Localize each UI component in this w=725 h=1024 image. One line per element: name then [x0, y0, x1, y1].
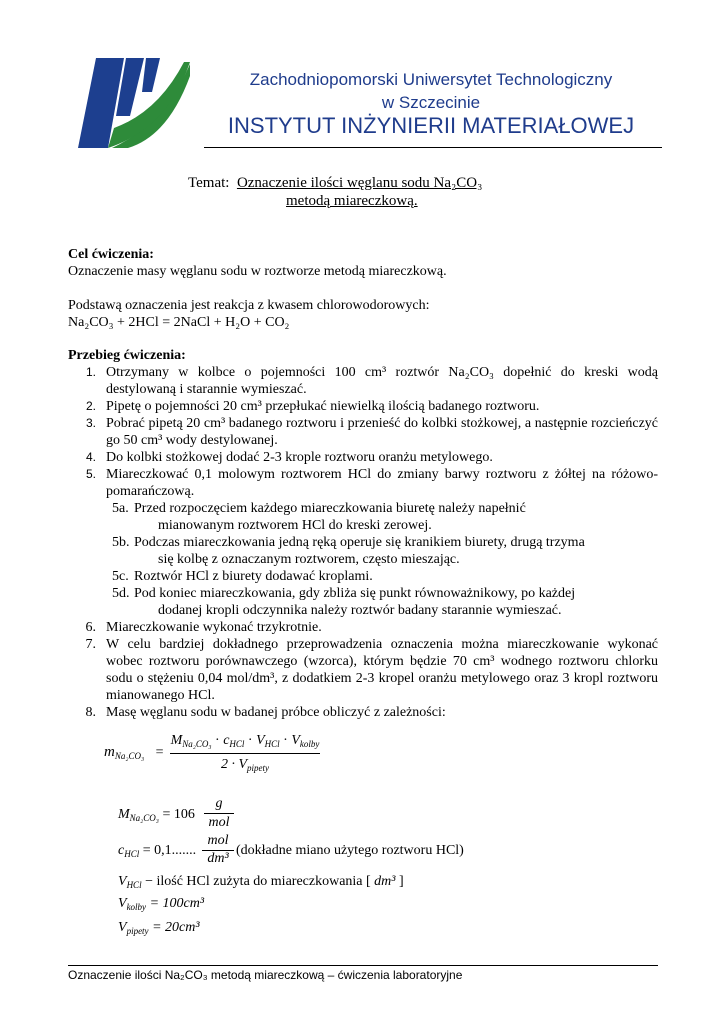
sub-list-item: 5a. Przed rozpoczęciem każdego miareczkowania biuretę należy napełnić mianowanym roztworem HCl do kreski zerowej. — [112, 501, 526, 533]
list-item: 2. Pipetę o pojemności 20 cm³ przepłukać niewielką ilością badanego roztworu. — [85, 399, 540, 414]
list-item: 7. W celu bardziej dokładnego przeprowadzenia oznaczenia można miareczkowanie wykonać wobec roztworu porównawczego (wzorca), którym będzie 70 cm³ wodnego roztworu chlorku sodu o stężeniu 0,04 mol/dm³, z dodatkiem 2-3 kropel oranżu metylowego oraz 3 kropl roztworu mianowanego HCl. — [85, 637, 658, 703]
list-item: 1. Otrzymany w kolbce o pojemności 100 cm³ roztwór Na₂CO₃ dopełnić do kreski wodą destylowaną i starannie wymieszać. — [85, 365, 658, 397]
v-hcl: $V_{HCl}$ − ilość HCl zużyta do miareczkowania [ dm³ ] — [118, 874, 404, 891]
procedure-list — [68, 364, 658, 721]
formula-main: $m_{Na_2CO_3}$ = — [104, 744, 164, 762]
header-rule — [204, 147, 662, 148]
reaction-equation: Na₂CO₃ + 2HCl = 2NaCl + H₂O + CO₂ — [68, 315, 290, 330]
basis-text: Podstawą oznaczenia jest reakcja z kwasem chlorowodorowych: — [68, 298, 430, 313]
fraction-bar — [170, 753, 320, 754]
sub-list-item: 5c. Roztwór HCl z biurety dodawać kroplami. — [112, 569, 373, 584]
fraction-bar — [204, 813, 234, 814]
hcl-concentration: $c_{HCl} = 0,1$....... — [118, 843, 197, 860]
university-city: w Szczecinie — [381, 93, 481, 112]
formula-numerator: $M_{Na_2CO_3} \cdot c_{HCl} \cdot V_{HCl} \cdot V_{kolby}$ — [170, 733, 320, 750]
list-item: 8. Masę węglanu sodu w badanej próbce obliczyć z zależności: — [85, 705, 446, 720]
university-name: Zachodniopomorski Uniwersytet Technologiczny — [249, 70, 613, 89]
zut-logo-icon — [68, 56, 192, 152]
list-item: 5. Miareczkować 0,1 molowym roztworem HCl do zmiany barwy roztworu z żółtej na różowo-pomarańczową. — [85, 467, 658, 499]
topic-title-1: Oznaczenie ilości węglanu sodu Na₂CO₃ — [236, 175, 483, 191]
footer-text: Oznaczenie ilości Na₂CO₃ metodą miareczkową – ćwiczenia laboratoryjne — [68, 968, 463, 982]
institute-name: INSTYTUT INŻYNIERII MATERIAŁOWEJ — [227, 113, 635, 138]
conc-unit-den: dm³ — [207, 851, 229, 866]
molar-mass: $M_{Na_2CO_3} = 106$ — [118, 807, 195, 824]
topic-line1 — [188, 175, 482, 192]
molar-mass-unit-den: mol — [208, 815, 230, 830]
goal-text: Oznaczenie masy węglanu sodu w roztworze metodą miareczkową. — [68, 264, 447, 279]
list-item: 3. Pobrać pipetą 20 cm³ badanego roztworu i przenieść do kolbki stożkowej, a następnie rozcieńczyć go 50 cm³ wody destylowanej. — [85, 416, 658, 448]
formula-denominator: $2 \cdot V_{pipety}$ — [220, 757, 270, 774]
footer-rule — [68, 965, 658, 966]
v-pipety: $V_{pipety} = 20cm^3$ — [118, 920, 200, 937]
conc-note: (dokładne miano użytego roztworu HCl) — [236, 843, 464, 858]
procedure-heading: Przebieg ćwiczenia: — [68, 348, 186, 363]
topic-title-2: metodą miareczkową. — [286, 193, 418, 209]
topic-label: Temat: — [188, 175, 230, 191]
sub-list-item: 5d. Pod koniec miareczkowania, gdy zbliża się punkt równoważnikowy, po każdej dodanej kropli odczynnika należy roztwór badany starannie wymieszać. — [112, 586, 576, 618]
list-item: 4. Do kolbki stożkowej dodać 2-3 krople roztworu oranżu metylowego. — [85, 450, 493, 465]
molar-mass-unit-num: g — [215, 796, 223, 811]
sub-list-item: 5b. Podczas miareczkowania jedną ręką operuje się kranikiem biurety, drugą trzyma się kolbę z oznaczanym roztworem, często mieszając. — [112, 535, 585, 567]
goal-heading: Cel ćwiczenia: — [68, 247, 154, 262]
list-item: 6. Miareczkowanie wykonać trzykrotnie. — [85, 620, 322, 635]
logo — [68, 56, 192, 152]
v-kolby: $V_{kolby} = 100cm^3$ — [118, 896, 205, 913]
conc-unit-num: mol — [207, 833, 229, 848]
